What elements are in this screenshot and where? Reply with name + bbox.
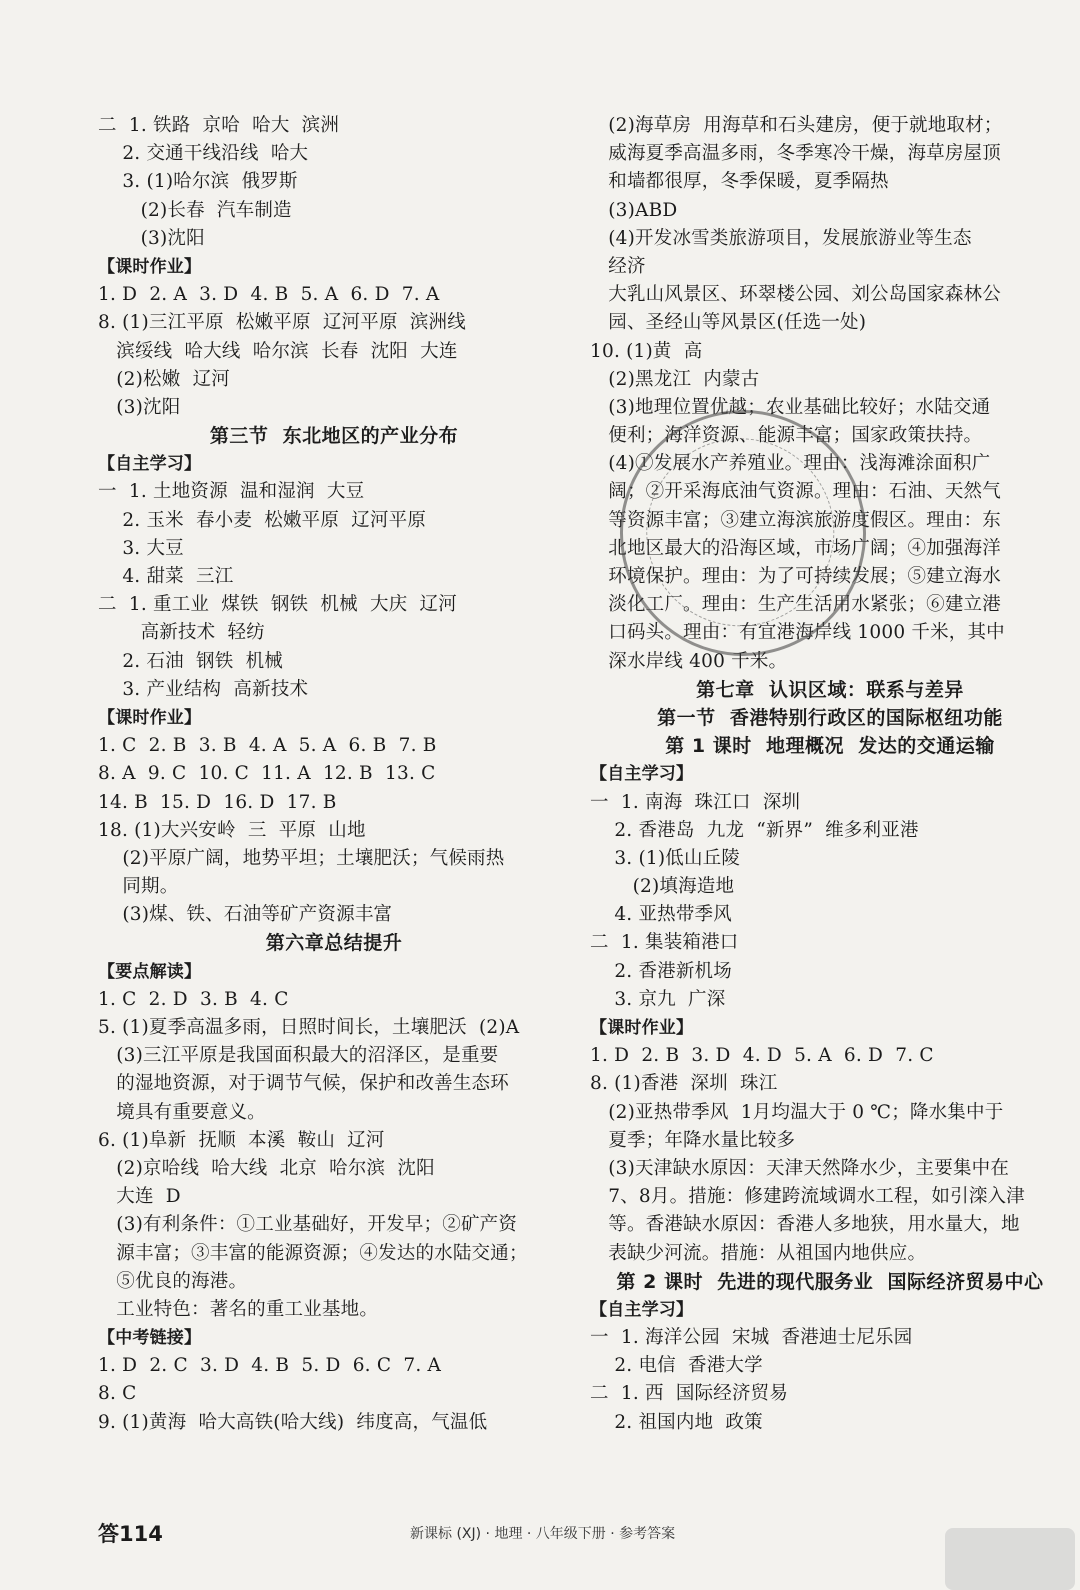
- answer-line: 经济: [590, 255, 646, 277]
- answer-line: 表缺少河流。措施：从祖国内地供应。: [590, 1242, 927, 1264]
- answer-line: 等资源丰富；③建立海滨旅游度假区。理由：东: [590, 509, 1001, 531]
- answer-line: 8. (1)三江平原 松嫩平原 辽河平原 滨洲线: [98, 312, 466, 334]
- answer-line: 18. (1)大兴安岭 三 平原 山地: [98, 819, 366, 841]
- answer-line: (3)沈阳: [98, 227, 205, 249]
- answer-line: 大连 D: [98, 1186, 181, 1208]
- answer-line: 8. C: [98, 1383, 137, 1405]
- answer-line: 工业特色：著名的重工业基地。: [98, 1298, 379, 1320]
- answer-line: (2)填海造地: [590, 876, 735, 898]
- answer-line: 深水岸线 400 千米。: [590, 650, 788, 672]
- answer-line: 滨绥线 哈大线 哈尔滨 长春 沈阳 大连: [98, 340, 458, 362]
- answer-line: 2. 香港岛 九龙 “新界” 维多利亚港: [590, 819, 919, 841]
- left-column: [98, 112, 570, 1437]
- answer-line: 源丰富；③丰富的能源资源；④发达的水陆交通；: [98, 1242, 528, 1264]
- answer-line: 4. 亚热带季风: [590, 904, 732, 926]
- page-footer: [98, 1518, 1058, 1548]
- answer-line: 大乳山风景区、环翠楼公园、刘公岛国家森林公: [590, 284, 1001, 306]
- answer-line: 的湿地资源，对于调节气候，保护和改善生态环: [98, 1073, 509, 1095]
- section-label: 【课时作业】: [98, 707, 202, 728]
- answer-line: 2. 石油 钢铁 机械: [98, 650, 283, 672]
- section-heading: 第六章总结提升: [265, 932, 403, 955]
- answer-line: (2)京哈线 哈大线 北京 哈尔滨 沈阳: [98, 1157, 435, 1179]
- answer-line: 同期。: [98, 876, 179, 898]
- answer-line: 威海夏季高温多雨，冬季寒冷干燥，海草房屋顶: [590, 143, 1001, 165]
- section-label: 【自主学习】: [590, 1299, 694, 1320]
- answer-line: 8. (1)香港 深圳 珠江: [590, 1073, 778, 1095]
- answer-line: 和墙都很厚，冬季保暖，夏季隔热: [590, 171, 889, 193]
- answer-line: 2. 祖国内地 政策: [590, 1411, 763, 1433]
- section-heading: 第 2 课时 先进的现代服务业 国际经济贸易中心: [616, 1270, 1044, 1293]
- answer-line: (2)平原广阔，地势平坦；土壤肥沃；气候雨热: [98, 847, 505, 869]
- section-heading: 第七章 认识区域：联系与差异: [696, 678, 964, 701]
- answer-line: 口码头。理由：有宜港海岸线 1000 千米，其中: [590, 622, 1005, 644]
- answer-line: (4)①发展水产养殖业。理由：浅海滩涂面积广: [590, 453, 991, 475]
- answer-line: 北地区最大的沿海区域，市场广阔；④加强海洋: [590, 537, 1001, 559]
- answer-line: 境具有重要意义。: [98, 1101, 266, 1123]
- answer-line: 二 1. 西 国际经济贸易: [590, 1383, 789, 1405]
- answer-line: 3. (1)哈尔滨 俄罗斯: [98, 171, 298, 193]
- answer-line: 等。香港缺水原因：香港人多地狭，用水量大，地: [590, 1214, 1020, 1236]
- section-label: 【要点解读】: [98, 961, 202, 982]
- answer-line: 二 1. 铁路 京哈 哈大 滨洲: [98, 115, 340, 136]
- answer-line: (2)黑龙江 内蒙古: [590, 368, 760, 390]
- right-column: [590, 112, 1070, 1437]
- answer-line: (2)亚热带季风 1月均温大于 0 ℃；降水集中于: [590, 1101, 1004, 1123]
- answer-line: 二 1. 集装箱港口: [590, 932, 739, 954]
- answer-line: 便利；海洋资源、能源丰富；国家政策扶持。: [590, 425, 983, 447]
- answer-line: 高新技术 轻纺: [98, 622, 265, 644]
- section-label: 【中考链接】: [98, 1328, 202, 1349]
- answer-line: 3. 大豆: [98, 537, 184, 559]
- answer-line: (4)开发冰雪类旅游项目，发展旅游业等生态: [590, 227, 972, 249]
- answer-line: 2. 玉米 春小麦 松嫩平原 辽河平原: [98, 509, 427, 531]
- answer-line: 9. (1)黄海 哈大高铁(哈大线) 纬度高，气温低: [98, 1411, 488, 1433]
- answer-line: 淡化工厂。理由：生产生活用水紧张；⑥建立港: [590, 594, 1001, 616]
- answer-line: 一 1. 南海 珠江口 深圳: [590, 791, 801, 813]
- answer-line: 3. 京九 广深: [590, 988, 726, 1010]
- answer-line: 10. (1)黄 高: [590, 340, 703, 362]
- answer-line: (3)煤、铁、石油等矿产资源丰富: [98, 904, 393, 926]
- answer-line: (2)松嫩 辽河: [98, 368, 231, 390]
- answer-line: (2)长春 汽车制造: [98, 199, 292, 221]
- answer-line: 一 1. 土地资源 温和湿润 大豆: [98, 481, 365, 503]
- answer-line: 4. 甜菜 三江: [98, 566, 234, 587]
- answer-line: ⑤优良的海港。: [98, 1270, 248, 1292]
- answer-line: 7、8月。措施：修建跨流域调水工程，如引滦入津: [590, 1186, 1025, 1208]
- answer-line: 1. C 2. D 3. B 4. C: [98, 988, 289, 1010]
- answer-line: 2. 电信 香港大学: [590, 1355, 763, 1377]
- answer-line: (2)海草房 用海草和石头建房，便于就地取材；: [590, 115, 1003, 136]
- section-label: 【课时作业】: [590, 1018, 694, 1038]
- answer-line: (3)沈阳: [98, 396, 181, 418]
- section-label: 【自主学习】: [590, 764, 694, 785]
- answer-line: 1. C 2. B 3. B 4. A 5. A 6. B 7. B: [98, 735, 437, 757]
- answer-line: 园、圣经山等风景区(任选一处): [590, 312, 867, 334]
- answer-line: 1. D 2. B 3. D 4. D 5. A 6. D 7. C: [590, 1045, 934, 1067]
- answer-line: 二 1. 重工业 煤铁 钢铁 机械 大庆 辽河: [98, 594, 457, 616]
- answer-line: 6. (1)阜新 抚顺 本溪 鞍山 辽河: [98, 1129, 385, 1151]
- section-label: 【课时作业】: [98, 256, 202, 277]
- answer-line: (3)ABD: [590, 199, 678, 221]
- answer-line: 3. (1)低山丘陵: [590, 847, 741, 869]
- section-heading: 第一节 香港特别行政区的国际枢纽功能: [657, 706, 1003, 729]
- answer-line: 一 1. 海洋公园 宋城 香港迪士尼乐园: [590, 1327, 913, 1349]
- answer-line: 5. (1)夏季高温多雨，日照时间长，土壤肥沃 (2)A: [98, 1017, 520, 1038]
- site-watermark: [945, 1528, 1075, 1590]
- answer-line: 2. 香港新机场: [590, 960, 732, 982]
- answer-line: 2. 交通干线沿线 哈大: [98, 143, 309, 165]
- section-label: 【自主学习】: [98, 454, 202, 475]
- answer-line: 阔；②开采海底油气资源。理由：石油、天然气: [590, 481, 1001, 503]
- section-heading: 第三节 东北地区的产业分布: [209, 425, 459, 448]
- page-number: 答114: [98, 1522, 163, 1546]
- section-heading: 第 1 课时 地理概况 发达的交通运输: [665, 735, 995, 758]
- book-info: 新课标 (XJ) · 地理 · 八年级下册 · 参考答案: [410, 1526, 676, 1542]
- answer-line: (3)地理位置优越；农业基础比较好；水陆交通: [590, 396, 991, 418]
- answer-line: 1. D 2. C 3. D 4. B 5. D 6. C 7. A: [98, 1355, 442, 1377]
- answer-line: (3)有利条件：①工业基础好，开发早；②矿产资: [98, 1214, 518, 1236]
- answer-line: 1. D 2. A 3. D 4. B 5. A 6. D 7. A: [98, 284, 440, 306]
- answer-line: (3)天津缺水原因：天津天然降水少，主要集中在: [590, 1157, 1010, 1179]
- answer-line: 夏季；年降水量比较多: [590, 1129, 796, 1151]
- answer-line: (3)三江平原是我国面积最大的沼泽区，是重要: [98, 1045, 499, 1067]
- answer-line: 8. A 9. C 10. C 11. A 12. B 13. C: [98, 763, 436, 785]
- answer-line: 14. B 15. D 16. D 17. B: [98, 791, 337, 813]
- answer-line: 3. 产业结构 高新技术: [98, 678, 309, 700]
- answer-line: 环境保护。理由：为了可持续发展；⑤建立海水: [590, 566, 1001, 587]
